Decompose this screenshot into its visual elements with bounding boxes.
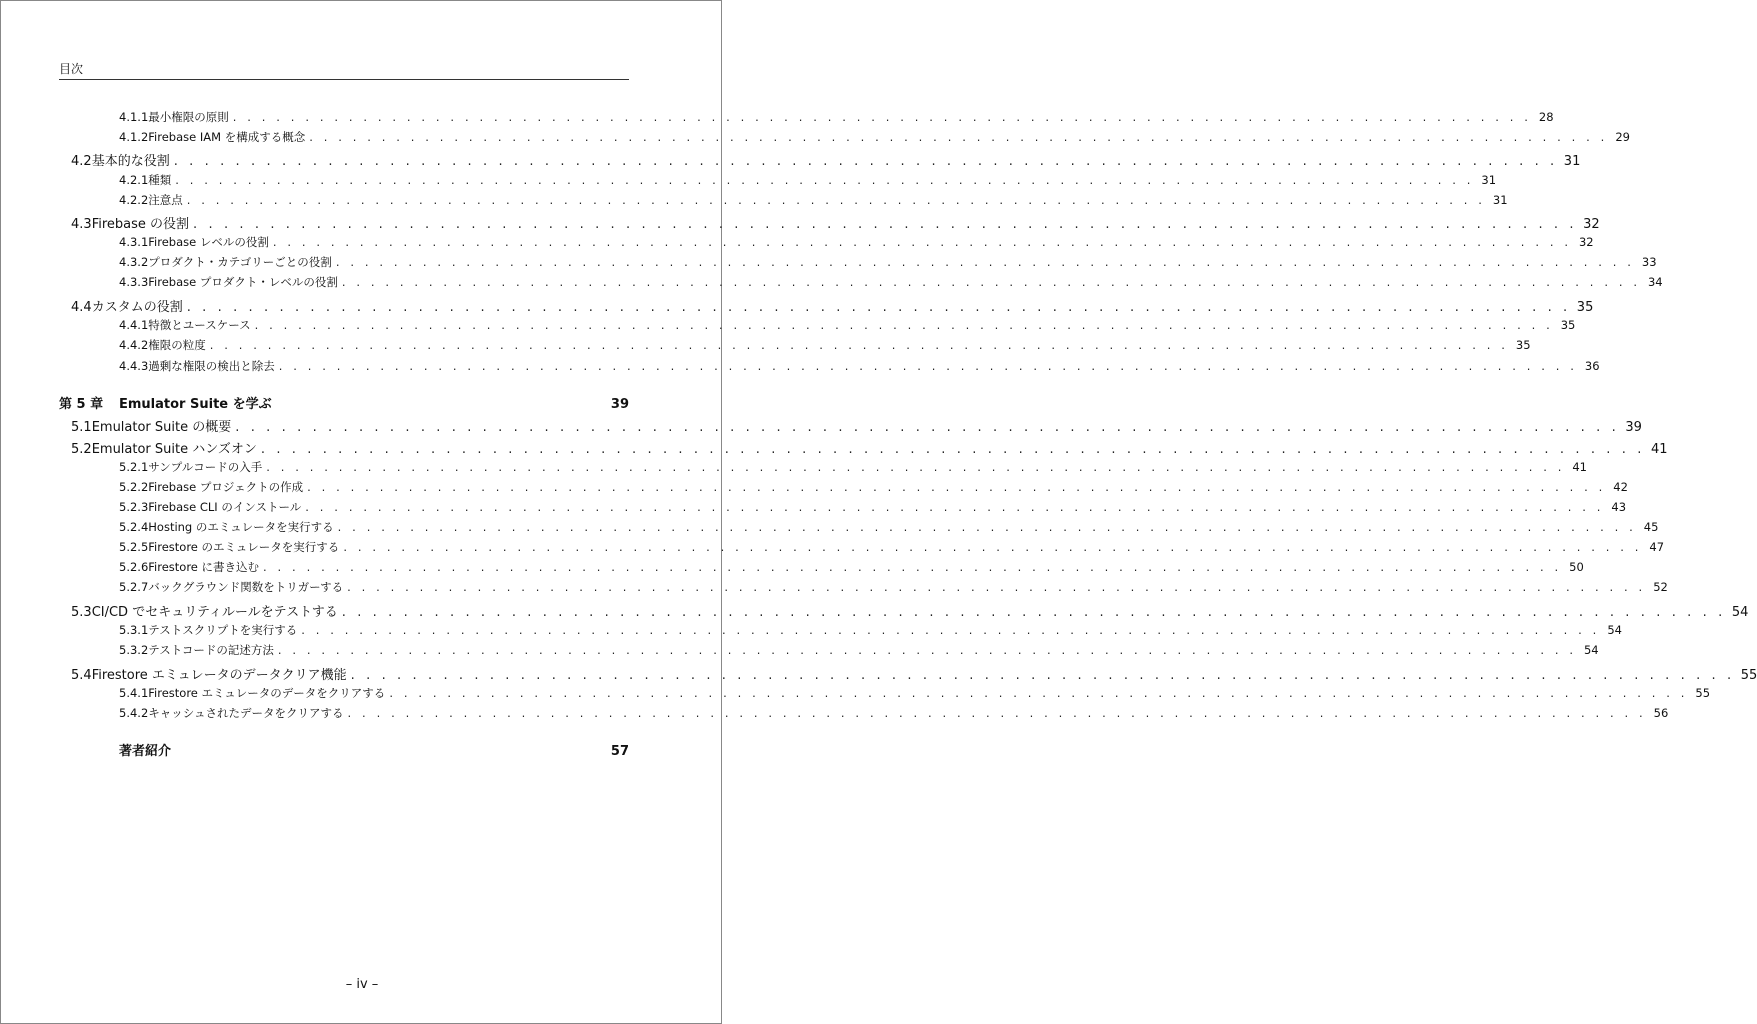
toc-entry-page: 45 [1643,520,1659,534]
dot-leader: . . . . . . . . . . . . . . . . . . . . . . . . . . . . . . . . . . . . . . . . . . . . . . . . . . . . . . . . . . . . . . . . . . . . . . . . . . . . . . . . . . . . . . . . . . [341,275,1641,289]
toc-entry-title: Firebase プロジェクトの作成 [148,480,304,494]
dot-leader: . . . . . . . . . . . . . . . . . . . . . . . . . . . . . . . . . . . . . . . . . . . . . . . . . . . . . . . . . . . . . . . . . . . . . . . . . . . . . . . . . . . . . . . . . . [341,605,1726,620]
toc-entry-title: カスタムの役割 [91,300,183,315]
dot-leader: . . . . . . . . . . . . . . . . . . . . . . . . . . . . . . . . . . . . . . . . . . . . . . . . . . . . . . . . . . . . . . . . . . . . . . . . . . . . . . . . . . . . . . . . . . [307,480,1606,494]
toc-entry-page: 31 [1481,173,1497,187]
toc-entry-sub[interactable] [59,685,1711,701]
toc-entry-title: 注意点 [148,193,183,207]
toc-entry-page: 39 [1625,420,1642,435]
toc-entry-sub[interactable] [59,358,1600,374]
toc-entry-number: 5.4.1 [119,686,149,700]
dot-leader: . . . . . . . . . . . . . . . . . . . . . . . . . . . . . . . . . . . . . . . . . . . . . . . . . . . . . . . . . . . . . . . . . . . . . . . . . . . . . . . . . . . . . . . . . . [335,255,1635,269]
toc-entry-sec[interactable] [59,213,1600,232]
toc-entry-title: 過剰な権限の検出と除去 [148,359,275,373]
toc-entry-sub[interactable] [59,559,1584,575]
toc-entry-page: 35 [1560,318,1576,332]
header-rule [59,79,629,80]
toc-entry-sec[interactable] [59,416,1642,435]
toc-entry-title: キャッシュされたデータをクリアする [148,706,344,720]
page-number-footer: – iv – [345,977,379,992]
toc-entry-page: 31 [1563,154,1581,169]
toc-entry-page: 57 [610,744,629,759]
toc-entry-sub[interactable] [59,254,1657,270]
toc-entry-number: 4.1.1 [119,110,149,124]
toc-entry-page: 32 [1583,217,1600,232]
toc-entry-number: 5.4 [71,668,92,683]
toc-entry-page: 32 [1578,235,1594,249]
dot-leader: . . . . . . . . . . . . . . . . . . . . . . . . . . . . . . . . . . . . . . . . . . . . . . . . . . . . . . . . . . . . . . . . . . . . . . . . . . . . . . . . . . . . . . . . . . [260,442,1645,457]
toc-entry-title: サンプルコードの入手 [148,460,263,474]
toc-entry-number: 5.2.4 [119,520,149,534]
dot-leader: . . . . . . . . . . . . . . . . . . . . . . . . . . . . . . . . . . . . . . . . . . . . . . . . . . . . . . . . . . . . . . . . . . . . . . . . . . . . . . . . . . . . . . . . . . [337,520,1637,534]
toc-entry-title: Firestore エミュレータのデータクリア機能 [91,668,347,683]
toc-entry-sec[interactable] [59,438,1668,457]
toc-entry-title: Emulator Suite の概要 [91,420,232,435]
toc-entry-number: 4.4.3 [119,359,149,373]
toc-entry-page: 35 [1576,300,1594,315]
toc-entry-sub[interactable] [59,337,1531,353]
toc-entry-page: 33 [1641,255,1657,269]
dot-leader: . . . . . . . . . . . . . . . . . . . . . . . . . . . . . . . . . . . . . . . . . . . . . . . . . . . . . . . . . . . . . . . . . . . . . . . . . . . . . . . . . . . . . . . . . . [277,643,1577,657]
toc-entry-title: Firestore のエミュレータを実行する [148,540,340,554]
toc-entry-title: テストコードの記述方法 [148,643,274,657]
toc-entry-number: 5.3.2 [119,643,149,657]
dot-leader: . . . . . . . . . . . . . . . . . . . . . . . . . . . . . . . . . . . . . . . . . . . . . . . . . . . . . . . . . . . . . . . . . . . . . . . . . . . . . . . . . . . . . . . . . . [263,560,1562,574]
toc-entry-page: 54 [1583,643,1599,657]
toc-entry-title: Emulator Suite を学ぶ [119,397,272,412]
dot-leader: . . . . . . . . . . . . . . . . . . . . . . . . . . . . . . . . . . . . . . . . . . . . . . . . . . . . . . . . . . . . . . . . . . . . . . . . . . . . . . . . . . . . . . . . . . [254,318,1554,332]
dot-leader: . . . . . . . . . . . . . . . . . . . . . . . . . . . . . . . . . . . . . . . . . . . . . . . . . . . . . . . . . . . . . . . . . . . . . . . . . . . . . . . . . . . . . . . . . . [389,686,1689,700]
dot-leader: . . . . . . . . . . . . . . . . . . . . . . . . . . . . . . . . . . . . . . . . . . . . . . . . . . . . . . . . . . . . . . . . . . . . . . . . . . . . . . . . . . . . . . . . . . [193,217,1578,232]
dot-leader: . . . . . . . . . . . . . . . . . . . . . . . . . . . . . . . . . . . . . . . . . . . . . . . . . . . . . . . . . . . . . . . . . . . . . . . . . . . . . . . . . . . . . . . . . . [350,668,1735,683]
toc-entry-title: 基本的な役割 [91,154,170,169]
dot-leader: . . . . . . . . . . . . . . . . . . . . . . . . . . . . . . . . . . . . . . . . . . . . . . . . . . . . . . . . . . . . . . . . . . . . . . . . . . . . . . . . . . . . . . . . . . [347,706,1647,720]
toc-entry-sec[interactable] [59,664,1757,683]
dot-leader: . . . . . . . . . . . . . . . . . . . . . . . . . . . . . . . . . . . . . . . . . . . . . . . . . . . . . . . . . . . . . . . . . . . . . . . . . . . . . . . . . . . . . . . . . . [301,623,1600,637]
dot-leader: . . . . . . . . . . . . . . . . . . . . . . . . . . . . . . . . . . . . . . . . . . . . . . . . . . . . . . . . . . . . . . . . . . . . . . . . . . . . . . . . . . . . . . . . . . [209,338,1509,352]
toc-entry-sub[interactable] [59,172,1497,188]
toc-entry-number: 5.1 [71,420,92,435]
toc-entry-title: バックグラウンド関数をトリガーする [148,580,344,594]
dot-leader: . . . . . . . . . . . . . . . . . . . . . . . . . . . . . . . . . . . . . . . . . . . . . . . . . . . . . . . . . . . . . . . . . . . . . . . . . . . . . . . . . . . . . . . . . . [343,540,1643,554]
toc-entry-number: 5.2.3 [119,500,149,514]
toc-entry-page: 55 [1695,686,1711,700]
toc-entry-title: Hosting のエミュレータを実行する [148,520,334,534]
toc-entry-sub[interactable] [59,642,1599,658]
toc-entry-title: 特徴とユースケース [148,318,251,332]
toc-entry-page: 39 [610,397,629,412]
toc-entry-number: 4.3.1 [119,235,149,249]
toc-entry-page: 29 [1615,130,1630,144]
toc-entry-number: 5.2.5 [119,540,149,554]
toc-entry-page: 31 [1492,193,1508,207]
toc-entry-sub[interactable] [59,459,1587,475]
toc-entry-title: Firestore エミュレータのデータをクリアする [148,686,386,700]
toc-entry-number: 第 5 章 [59,397,104,412]
toc-entry-page: 52 [1653,580,1668,594]
toc-entry-page: 50 [1569,560,1584,574]
toc-entry-page: 43 [1611,500,1627,514]
toc-entry-title: 著者紹介 [119,744,172,759]
toc-entry-page: 34 [1647,275,1663,289]
dot-leader: . . . . . . . . . . . . . . . . . . . . . . . . . . . . . . . . . . . . . . . . . . . . . . . . . . . . . . . . . . . . . . . . . . . . . . . . . . . . . . . . . . . . . . . . . . [272,235,1572,249]
toc-entry-title: Firebase CLI のインストール [148,500,302,514]
toc-entry-chap[interactable] [59,393,629,412]
toc-entry-number: 5.3.1 [119,623,149,637]
toc-entry-title: Firebase の役割 [91,217,190,232]
toc-entry-title: Firebase レベルの役割 [148,235,269,249]
toc-entry-sec[interactable] [59,150,1581,169]
toc-entry-number: 4.4.1 [119,318,149,332]
dot-leader: . . . . . . . . . . . . . . . . . . . . . . . . . . . . . . . . . . . . . . . . . . . . . . . . . . . . . . . . . . . . . . . . . . . . . . . . . . . . . . . . . . . . . . . . . . [305,500,1605,514]
toc-entry-title: 権限の粒度 [148,338,206,352]
toc-entry-page: 36 [1584,359,1600,373]
toc-entry-number: 5.2 [71,442,92,457]
toc-entry-chap[interactable] [59,740,629,759]
dot-leader: . . . . . . . . . . . . . . . . . . . . . . . . . . . . . . . . . . . . . . . . . . . . . . . . . . . . . . . . . . . . . . . . . . . . . . . . . . . . . . . . . . . . . . . . . . [186,193,1486,207]
toc-entry-sub[interactable] [59,579,1668,595]
toc-entry-number: 5.2.1 [119,460,149,474]
toc-entry-number: 4.4.2 [119,338,149,352]
dot-leader: . . . . . . . . . . . . . . . . . . . . . . . . . . . . . . . . . . . . . . . . . . . . . . . . . . . . . . . . . . . . . . . . . . . . . . . . . . . . . . . . . . . . . . . . . . [235,420,1620,435]
toc-entry-title: CI/CD でセキュリティルールをテストする [91,605,338,620]
toc-entry-sec[interactable] [59,296,1594,315]
toc-entry-number: 4.1.2 [119,130,149,144]
dot-leader: . . . . . . . . . . . . . . . . . . . . . . . . . . . . . . . . . . . . . . . . . . . . . . . . . . . . . . . . . . . . . . . . . . . . . . . . . . . . . . . . . . . . . . . . . . [173,154,1558,169]
toc-entry-number: 4.2 [71,154,92,169]
dot-leader: . . . . . . . . . . . . . . . . . . . . . . . . . . . . . . . . . . . . . . . . . . . . . . . . . . . . . . . . . . . . . . . . . . . . . . . . . . . . . . . . . . . . . . . . . . [232,110,1532,124]
toc-entry-page: 54 [1607,623,1622,637]
toc-entry-page: 41 [1650,442,1668,457]
toc-entry-sub[interactable] [59,479,1628,495]
toc-entry-page: 55 [1740,668,1757,683]
toc-entry-sub[interactable] [59,499,1627,515]
dot-leader: . . . . . . . . . . . . . . . . . . . . . . . . . . . . . . . . . . . . . . . . . . . . . . . . . . . . . . . . . . . . . . . . . . . . . . . . . . . . . . . . . . . . . . . . . . [347,580,1646,594]
dot-leader: . . . . . . . . . . . . . . . . . . . . . . . . . . . . . . . . . . . . . . . . . . . . . . . . . . . . . . . . . . . . . . . . . . . . . . . . . . . . . . . . . . . . . . . . . . [266,460,1565,474]
toc-entry-number: 5.2.6 [119,560,149,574]
toc-entry-sub[interactable] [59,109,1554,125]
toc-entry-number: 4.2.1 [119,173,149,187]
toc-entry-sec[interactable] [59,601,1749,620]
toc-entry-number: 5.4.2 [119,706,149,720]
toc-entry-title: 最小権限の原則 [148,110,229,124]
toc-entry-page: 35 [1515,338,1531,352]
toc-entry-number: 4.3.2 [119,255,149,269]
toc-entry-page: 54 [1731,605,1749,620]
dot-leader: . . . . . . . . . . . . . . . . . . . . . . . . . . . . . . . . . . . . . . . . . . . . . . . . . . . . . . . . . . . . . . . . . . . . . . . . . . . . . . . . . . . . . . . . . . [186,300,1571,315]
toc-entry-sub[interactable] [59,622,1622,638]
toc-entry-title: Firebase プロダクト・レベルの役割 [148,275,338,289]
toc-entry-title: テストスクリプトを実行する [148,623,298,637]
running-header-title: 目次 [59,62,84,76]
toc-entry-page: 56 [1653,706,1669,720]
toc-entry-title: Firebase IAM を構成する概念 [148,130,306,144]
toc-entry-sub[interactable] [59,274,1663,290]
toc-entry-page: 41 [1572,460,1587,474]
toc-entry-sub[interactable] [59,129,1630,145]
toc-entry-number: 4.2.2 [119,193,149,207]
toc-entry-title: Firestore に書き込む [148,560,260,574]
toc-entry-sub[interactable] [59,519,1659,535]
dot-leader: . . . . . . . . . . . . . . . . . . . . . . . . . . . . . . . . . . . . . . . . . . . . . . . . . . . . . . . . . . . . . . . . . . . . . . . . . . . . . . . . . . . . . . . . . . [278,359,1578,373]
toc-entry-title: 種類 [148,173,172,187]
dot-leader: . . . . . . . . . . . . . . . . . . . . . . . . . . . . . . . . . . . . . . . . . . . . . . . . . . . . . . . . . . . . . . . . . . . . . . . . . . . . . . . . . . . . . . . . . . [175,173,1475,187]
toc-entry-number: 4.3 [71,217,92,232]
toc-entry-number: 4.3.3 [119,275,149,289]
toc-entry-number: 4.4 [71,300,92,315]
toc-entry-sub[interactable] [59,234,1594,250]
toc-entry-number: 5.3 [71,605,92,620]
toc-entry-sub[interactable] [59,192,1508,208]
toc-entry-page: 47 [1649,540,1665,554]
toc-entry-page: 28 [1538,110,1554,124]
toc-entry-title: プロダクト・カテゴリーごとの役割 [148,255,332,269]
toc-entry-number: 5.2.2 [119,480,149,494]
toc-entry-sub[interactable] [59,539,1665,555]
toc-entry-page: 42 [1613,480,1628,494]
toc-entry-sub[interactable] [59,317,1576,333]
dot-leader: . . . . . . . . . . . . . . . . . . . . . . . . . . . . . . . . . . . . . . . . . . . . . . . . . . . . . . . . . . . . . . . . . . . . . . . . . . . . . . . . . . . . . . . . . . [309,130,1608,144]
toc-entry-title: Emulator Suite ハンズオン [91,442,257,457]
toc-entry-number: 5.2.7 [119,580,149,594]
toc-entry-sub[interactable] [59,705,1669,721]
